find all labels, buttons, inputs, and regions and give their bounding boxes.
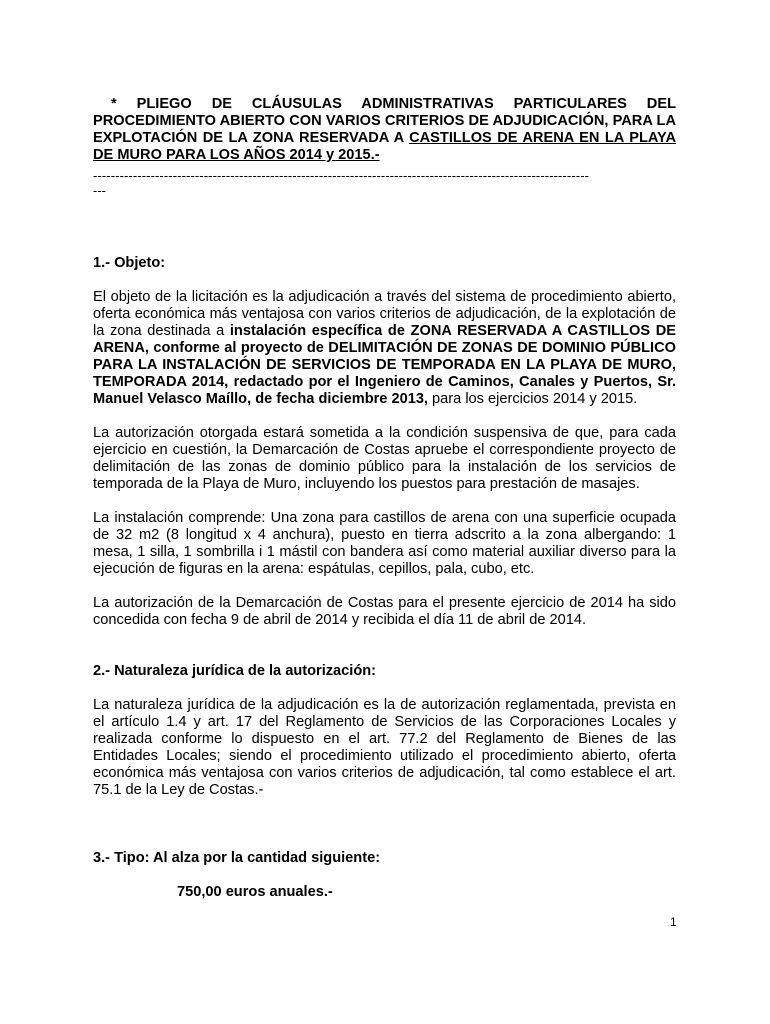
section-2-heading: 2.- Naturaleza jurídica de la autorización: [93,663,377,679]
section-1-paragraph-2: La autorización otorgada estará sometida a la condición suspensiva de que, para cada ejercicio en cuestión, la Demarcación de Costas apruebe el correspondiente proyecto de delimitación de las zonas de dominio público para la instalación de los servicios de temporada de la Playa de Muro, incluyendo los puestos para prestación de masajes. [93,425,676,492]
section-3-heading: 3.- Tipo: Al alza por la cantidad siguiente: [93,850,381,866]
page-number: 1 [670,915,677,929]
title-underlined-text: CASTILLOS DE ARENA EN LA PLAYA DE MURO PARA LOS AÑOS 2014 y 2015.- [93,130,676,163]
section-1-paragraph-1 [93,289,676,408]
separator-line-continued: --- [93,183,106,198]
paragraph-text: El objeto de la licitación es la adjudicación a través del sistema de procedimiento abierto, oferta económica más ventajosa con varios criterios de adjudicación, de la explotación de la zona destinada a [93,289,676,339]
amount-value: 750,00 euros anuales.- [177,884,333,900]
section-1-heading: 1.- Objeto: [93,255,166,271]
document-title [93,96,676,164]
paragraph-text-end: para los ejercicios 2014 y 2015. [428,391,638,407]
separator-line: ---------------------------------------------------------------------------------------------------------------- [93,168,590,183]
section-2-paragraph-1: La naturaleza jurídica de la adjudicación es la de autorización reglamentada, prevista en el artículo 1.4 y art. 17 del Reglamento de Servicios de las Corporaciones Locales y realizada conforme lo dispuesto en el art. 77.2 del Reglamento de Bienes de las Entidades Locales; siendo el procedimiento utilizado el procedimiento abierto, oferta económica más ventajosa con varios criterios de adjudicación, tal como establece el art. 75.1 de la Ley de Costas.- [93,697,676,798]
title-text: * PLIEGO DE CLÁUSULAS ADMINISTRATIVAS PARTICULARES DEL PROCEDIMIENTO ABIERTO CON VARIOS CRITERIOS DE ADJUDICACIÓN, PARA LA EXPLOTACIÓN DE LA ZONA RESERVADA A [93,96,676,146]
section-1-paragraph-3: La instalación comprende: Una zona para castillos de arena con una superficie ocupada de 32 m2 (8 longitud x 4 anchura), puesto en tierra adscrito a la zona albergando: 1 mesa, 1 silla, 1 sombrilla i 1 mástil con bandera así como material auxiliar diverso para la ejecución de figuras en la arena: espátulas, cepillos, pala, cubo, etc. [93,510,676,577]
section-1-paragraph-4: La autorización de la Demarcación de Costas para el presente ejercicio de 2014 ha sido concedida con fecha 9 de abril de 2014 y recibida el día 11 de abril de 2014. [93,595,676,628]
document-page [93,96,676,901]
paragraph-bold-text: instalación específica de ZONA RESERVADA A CASTILLOS DE ARENA, conforme al proyecto de DELIMITACIÓN DE ZONAS DE DOMINIO PÚBLICO PARA LA INSTALACIÓN DE SERVICIOS DE TEMPORADA EN LA PLAYA DE MURO, TEMPORADA 2014, redactado por el Ingeniero de Caminos, Canales y Puertos, Sr. Manuel Velasco Maíllo, de fecha diciembre 2013, [93,323,676,407]
